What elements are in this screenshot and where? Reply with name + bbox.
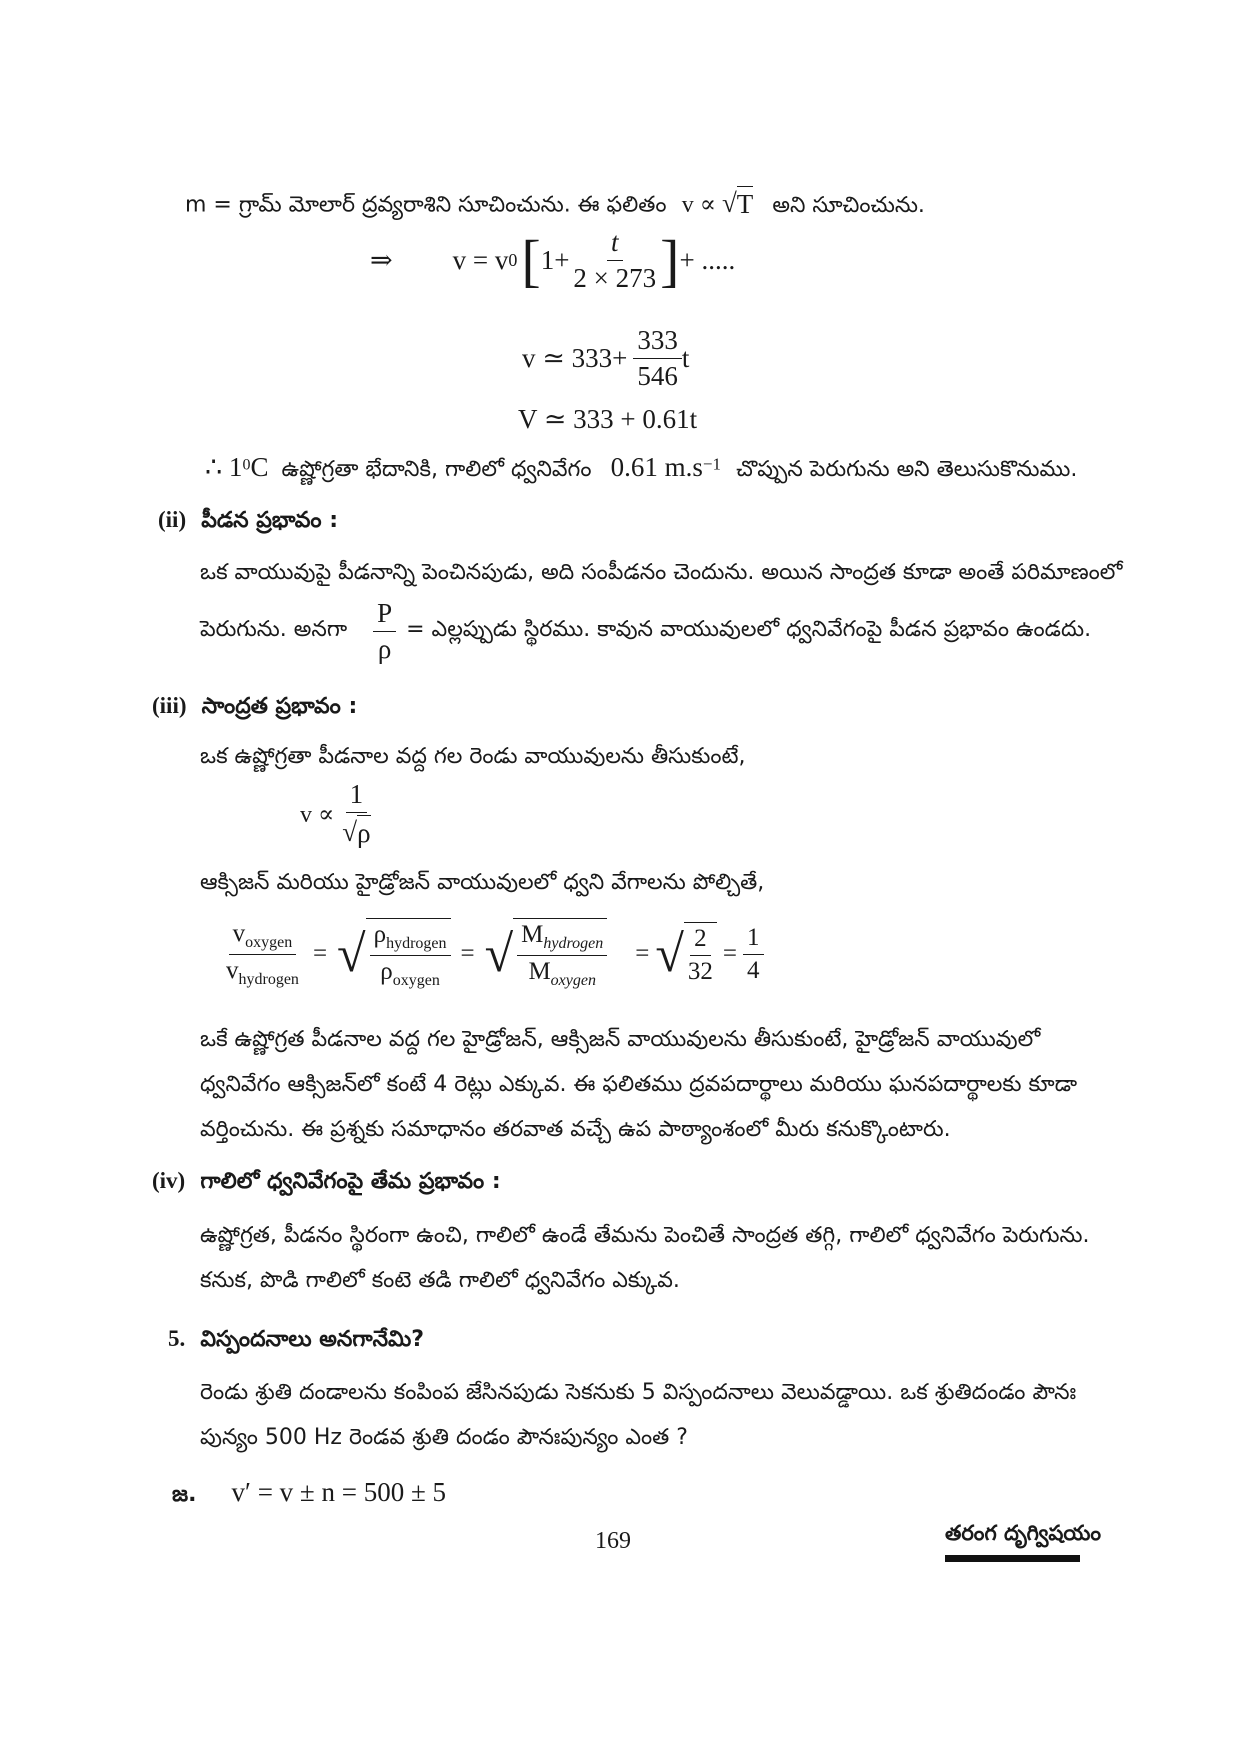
result-prefix: ∴ 1 xyxy=(205,452,243,482)
result-text-1: ఉష్ణోగ్రతా భేదానికి, గాలిలో ధ్వనివేగం xyxy=(281,457,592,482)
page-number: 169 xyxy=(595,1528,631,1554)
eq1-fraction: $\frac{t}{2 \times 273}$ xyxy=(573,227,657,293)
mass-ratio-root: √ $\frac{M_{hydrogen}}{M_{oxygen}}$ xyxy=(485,918,608,990)
one-quarter: $\frac{1}{4}$ xyxy=(743,924,764,985)
intro-text: m = గ్రామ్ మోలార్ ద్రవ్యరాశిని సూచించును. ఈ ఫలితం xyxy=(185,192,667,218)
result-line: ∴ $1^0C$ ఉష్ణోగ్రతా భేదానికి, గాలిలో ధ్వనివేగం 0.61 $m.s^{-1}$ చొప్పున పెరుగును అని తెలుసుకొనుము. xyxy=(205,452,1078,482)
density-paragraph-2: ఆక్సిజన్ మరియు హైడ్రోజన్ వాయువులలో ధ్వని వేగాలను పోల్చితే, xyxy=(200,870,765,895)
humidity-paragraph-2: కనుక, పొడి గాలిలో కంటె తడి గాలిలో ధ్వనివేగం ఎక్కువ. xyxy=(200,1268,680,1293)
chapter-title: తరంగ దృగ్విషయం xyxy=(945,1521,1102,1545)
pressure-paragraph-2: పెరుగును. అనగా $\frac{P}{\rho}$ = ఎల్లప్పుడు స్థిరము. కావున వాయువులలో ధ్వనివేగంపై పీడన ప్రభావం ఉండదు. xyxy=(200,598,1092,664)
eq1-one-plus: 1+ xyxy=(540,245,570,275)
result-text-2: చొప్పున పెరుగును అని తెలుసుకొనుము. xyxy=(736,457,1078,482)
numeric-ratio-root: √ $\frac{2}{32}$ xyxy=(655,922,717,986)
right-bracket: ] xyxy=(660,228,680,293)
equation-velocity-expansion xyxy=(370,227,735,294)
section-heading-density: (iii) సాంద్రత ప్రభావం : xyxy=(152,693,358,719)
eq2-fraction: $\frac{333}{546}$ xyxy=(633,325,682,392)
density-paragraph-4: ధ్వనివేగం ఆక్సిజన్‌లో కంటే 4 రెట్లు ఎక్కువ. ఈ ఫలితము ద్రవపదార్థాలు మరియు ఘనపదార్థాలకు కూడా xyxy=(200,1072,1078,1097)
eq2-tail: t xyxy=(681,343,690,373)
implies-arrow: ⇒ xyxy=(370,245,393,275)
result-value: 0.61 m.s xyxy=(610,452,703,482)
footer-rule xyxy=(945,1555,1080,1562)
eq1-sub: 0 xyxy=(508,250,518,270)
answer-line: జ. v′ = v ± n = 500 ± 5 xyxy=(172,1477,447,1507)
sqrt-T: √ T xyxy=(721,187,754,219)
density-ratio-root: √ $\frac{\rho_{hydrogen}}{\rho_{oxygen}}$ xyxy=(337,918,450,990)
pressure-paragraph-1: ఒక వాయువుపై పీడనాన్ని పెంచినపుడు, అది సంపీడనం చెందును. అయిన సాంద్రత కూడా అంతే పరిమాణంలో xyxy=(200,560,1123,585)
question-5-text-2: పున్యం 500 Hz రెండవ శ్రుతి దండం పౌనఃపున్యం ఎంత ? xyxy=(200,1425,688,1450)
velocity-ratio: $\frac{v_{oxygen}}{v_{hydrogen}}$ xyxy=(226,919,299,988)
proportional-relation: v ∝ xyxy=(681,191,722,218)
question-5-text-1: రెండు శ్రుతి దండాలను కంపింప జేసినపుడు సెకనుకు 5 విస్పందనాలు వెలువడ్డాయి. ఒక శ్రుతిదండం పౌనః xyxy=(200,1380,1077,1405)
eq2-lhs: v ≃ 333+ xyxy=(522,343,628,373)
equation-velocity-approx xyxy=(522,325,689,392)
intro-tail: అని సూచించును. xyxy=(772,192,925,218)
eq1-tail: + ..... xyxy=(679,245,736,275)
equation-velocity-linear: V ≃ 333 + 0.61t xyxy=(518,404,698,434)
intro-line xyxy=(185,186,925,223)
section-heading-humidity: (iv) గాలిలో ధ్వనివేగంపై తేమ ప్రభావం : xyxy=(152,1168,501,1194)
density-paragraph-3: ఒకే ఉష్ణోగ్రత పీడనాల వద్ద గల హైడ్రోజన్, ఆక్సిజన్ వాయువులను తీసుకుంటే, హైడ్రోజన్ వాయువులో xyxy=(200,1027,1041,1052)
left-bracket: [ xyxy=(521,228,541,293)
eq1-lhs: v = v xyxy=(452,245,509,275)
section-heading-pressure: (ii) పీడన ప్రభావం : xyxy=(158,507,339,533)
density-paragraph-1: ఒక ఉష్ణోగ్రతా పీడనాల వద్ద గల రెండు వాయువులను తీసుకుంటే, xyxy=(200,744,746,769)
density-paragraph-5: వర్తించును. ఈ ప్రశ్నకు సమాధానం తరవాత వచ్చే ఉప పాఠ్యాంశంలో మీరు కనుక్కొంటారు. xyxy=(200,1117,951,1142)
p-over-rho: $\frac{P}{\rho}$ xyxy=(373,598,396,665)
question-5-heading: 5. విస్పందనాలు అనగానేమి? xyxy=(168,1326,425,1352)
density-relation: v ∝ 1 √ ρ xyxy=(300,779,371,848)
humidity-paragraph-1: ఉష్ణోగ్రత, పీడనం స్థిరంగా ఉంచి, గాలిలో ఉండే తేమను పెంచితే సాంద్రత తగ్గి, గాలిలో ధ్వనివేగం పెరుగును. xyxy=(200,1223,1090,1248)
velocity-ratio-equation: $\frac{v_{oxygen}}{v_{hydrogen}}$ = √ $\frac{\rho_{hydrogen}}{\rho_{oxygen}}$ = √ $\frac{M_{hydrogen}}{M_{oxygen}}$ = √ $\frac{2}{32}$ = $\frac{1}{4}$ xyxy=(222,918,764,990)
